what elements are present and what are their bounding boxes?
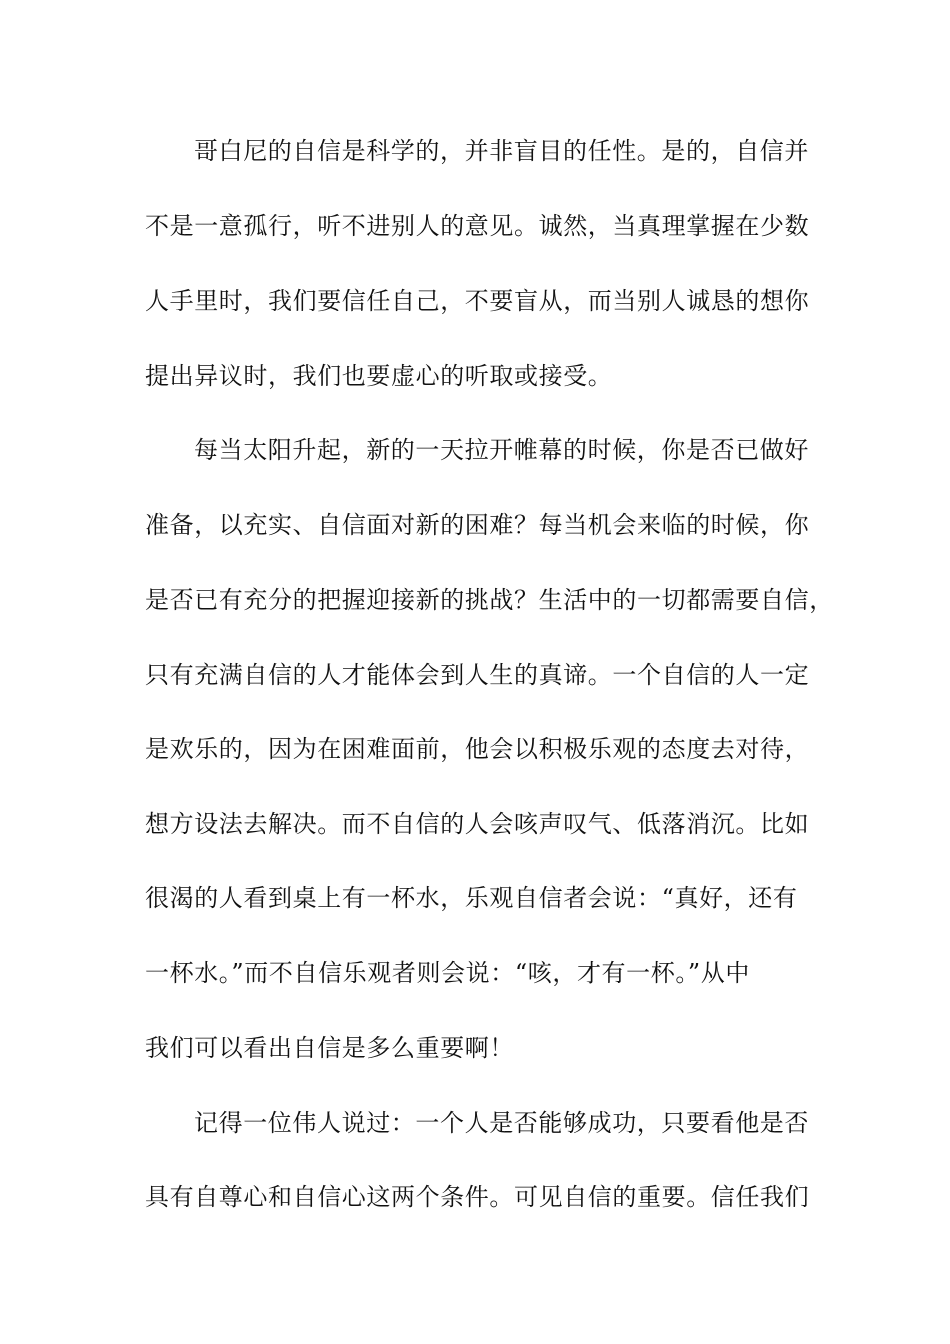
- paragraph-1-line-1: 哥白尼的自信是科学的，并非盲目的任性。是的，自信并: [194, 137, 809, 165]
- paragraph-2-line-8: 一杯水。”而不自信乐观者则会说：“咳，才有一杯。”从中: [145, 959, 751, 987]
- paragraph-3-line-2: 具有自尊心和自信心这两个条件。可见自信的重要。信任我们: [145, 1183, 810, 1211]
- paragraph-2-line-2: 准备，以充实、自信面对新的困难？每当机会来临的时候，你: [145, 511, 810, 539]
- paragraph-2-line-7: 很渴的人看到桌上有一杯水，乐观自信者会说：“真好，还有: [145, 884, 798, 912]
- paragraph-2-line-4: 只有充满自信的人才能体会到人生的真谛。一个自信的人一定: [145, 661, 810, 689]
- paragraph-2-line-3: 是否已有充分的把握迎接新的挑战？生活中的一切都需要自信，: [145, 586, 834, 614]
- paragraph-1-line-2: 不是一意孤行，听不进别人的意见。诚然，当真理掌握在少数: [145, 212, 810, 240]
- paragraph-2-line-6: 想方设法去解决。而不自信的人会咳声叹气、低落消沉。比如: [145, 810, 810, 838]
- paragraph-3-line-1: 记得一位伟人说过：一个人是否能够成功，只要看他是否: [194, 1109, 809, 1137]
- paragraph-1-line-4: 提出异议时，我们也要虚心的听取或接受。: [145, 362, 613, 390]
- paragraph-2-line-9: 我们可以看出自信是多么重要啊！: [145, 1034, 514, 1062]
- paragraph-2-line-1: 每当太阳升起，新的一天拉开帷幕的时候，你是否已做好: [194, 436, 809, 464]
- paragraph-1-line-3: 人手里时，我们要信任自己，不要盲从，而当别人诚恳的想你: [145, 287, 810, 315]
- paragraph-2-line-5: 是欢乐的，因为在困难面前，他会以积极乐观的态度去对待，: [145, 735, 810, 763]
